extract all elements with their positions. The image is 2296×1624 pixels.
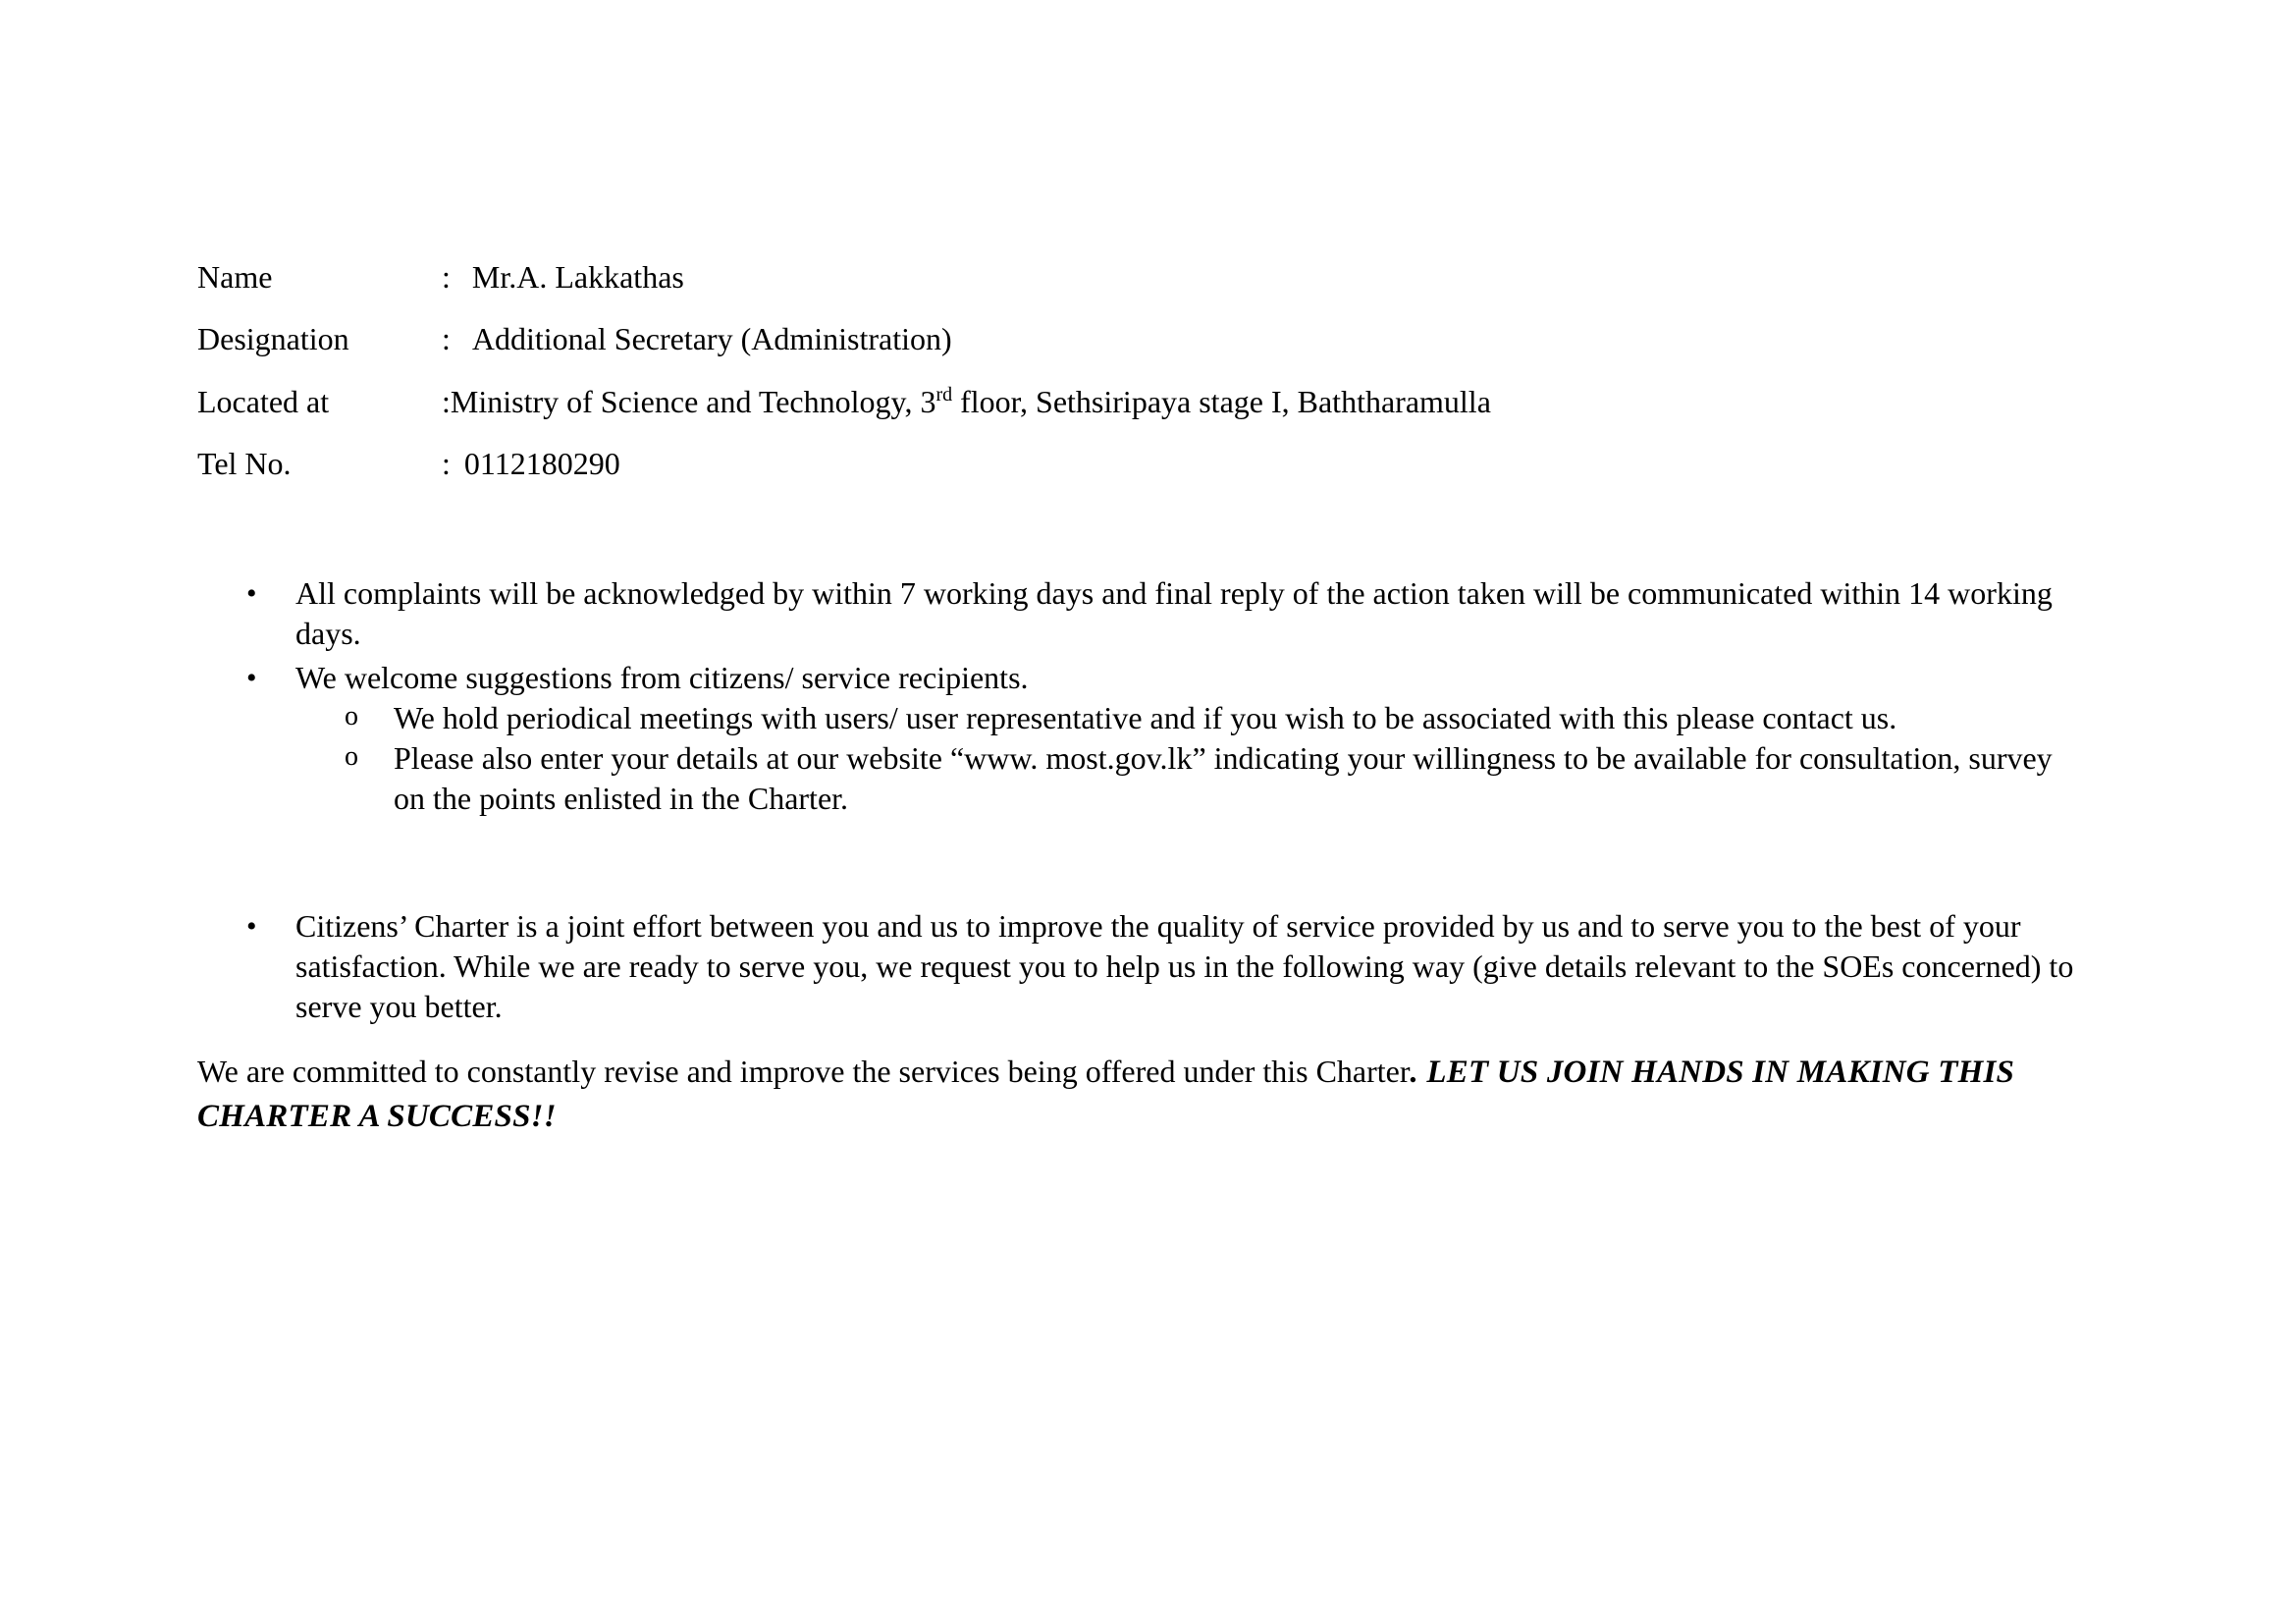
tel-value: 0112180290 xyxy=(463,446,620,481)
sub-bullet-meetings-text: We hold periodical meetings with users/ user representative and if you wish to be associated with this please contact us. xyxy=(394,700,1897,735)
designation-separator: : xyxy=(442,321,451,356)
sub-bullet-website-text: Please also enter your details at our website “www. most.gov.lk” indicating your willingness to be available for consultation, survey on the points enlisted in the Charter. xyxy=(394,740,2053,816)
sub-bullet-website xyxy=(345,738,2062,819)
designation-value: Additional Secretary (Administration) xyxy=(471,321,952,356)
closing-emphasis: . LET US JOIN HANDS IN MAKING THIS CHARTER A SUCCESS!! xyxy=(197,1055,2015,1134)
bullet-suggestions xyxy=(246,658,2092,698)
bullet-complaints xyxy=(246,573,2092,654)
name-label: Name xyxy=(197,259,273,295)
location-label: Located at xyxy=(197,384,330,419)
bullet-marker: • xyxy=(246,910,257,943)
bullet-complaints-text: All complaints will be acknowledged by within 7 working days and final reply of the action taken will be communicated within 14 working days. xyxy=(295,575,2053,651)
tel-separator: : xyxy=(442,446,451,481)
sub-bullet-meetings xyxy=(345,698,2082,738)
designation-label: Designation xyxy=(197,321,349,356)
tel-label: Tel No. xyxy=(197,446,292,481)
closing-text: We are committed to constantly revise and improve the services being offered under this Charter xyxy=(197,1054,1411,1089)
location-value-main: Ministry of Science and Technology, 3 xyxy=(450,384,936,419)
name-value: Mr.A. Lakkathas xyxy=(471,259,684,295)
sub-bullet-marker: o xyxy=(345,701,358,731)
location-separator: : xyxy=(442,384,451,419)
location-value-rest: floor, Sethsiripaya stage I, Baththaramulla xyxy=(952,384,1491,419)
location-ordinal-suffix: rd xyxy=(935,384,953,406)
name-separator: : xyxy=(442,259,451,295)
bullet-joint-effort xyxy=(246,906,2121,1027)
bullet-marker: • xyxy=(246,577,257,610)
bullet-marker: • xyxy=(246,662,257,694)
bullet-joint-effort-text: Citizens’ Charter is a joint effort between you and us to improve the quality of service provided by us and to serve you to the best of your satisfaction. While we are ready to serve you, we request you to help us in the following way (give details relevant to the SOEs concerned) to serve you better. xyxy=(295,908,2074,1024)
contact-row-name xyxy=(197,257,684,297)
bullet-suggestions-text: We welcome suggestions from citizens/ service recipients. xyxy=(295,660,1029,695)
location-value xyxy=(451,382,1491,421)
closing-statement xyxy=(197,1050,2121,1138)
contact-row-location xyxy=(197,382,1491,421)
contact-row-tel xyxy=(197,444,620,483)
contact-row-designation xyxy=(197,319,952,358)
sub-bullet-marker: o xyxy=(345,741,358,772)
